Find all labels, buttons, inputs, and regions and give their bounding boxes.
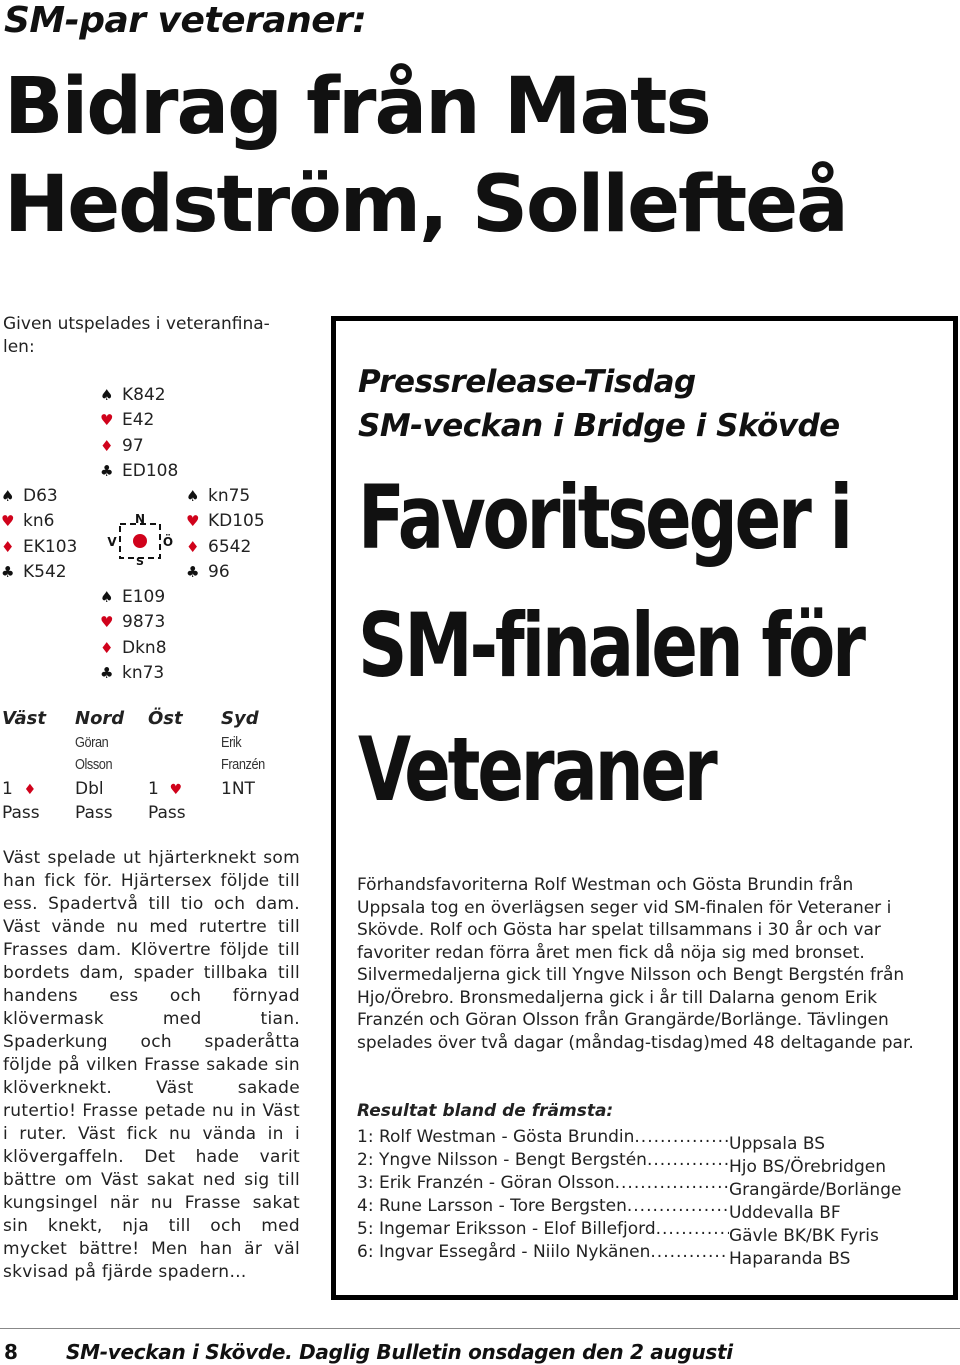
club-icon: ♣	[100, 663, 114, 682]
south-spades: E109	[122, 587, 166, 607]
south-player-first: Erik	[221, 734, 242, 751]
result-names: 2: Yngve Nilsson - Bengt Bergstén .....	[357, 1149, 729, 1172]
diamond-icon: ♦	[1, 537, 15, 556]
footer-divider	[0, 1328, 960, 1329]
page-number: 8	[4, 1340, 18, 1364]
result-club: Uppsala BS	[729, 1133, 825, 1154]
result-row	[357, 1241, 850, 1271]
diamond-icon: ♦	[186, 537, 200, 556]
intro-text	[3, 313, 270, 359]
club-icon: ♣	[100, 461, 114, 480]
north-hearts: E42	[122, 410, 155, 431]
compass-south: S	[136, 555, 144, 566]
south-hearts: 9873	[122, 612, 166, 633]
club-icon: ♣	[1, 562, 15, 581]
press-body: Förhandsfavoriterna Rolf Westman och Gösta Brundin från Uppsala tog en överlägsen seger vid SM-finalen för Veteraner i Skövde. Rolf och Gösta har spelat tillsammans i 30 år och var favoriter redan förra året men fick då nöja sig med bronset. Silvermedaljerna gick till Yngve Nilsson och Bengt Bergstén från Hjo/Örebro. Bronsmedaljerna gick i år till Dalarna genom Erik Franzén och Göran Olsson från Grangärde/Borlänge. Tävlingen spelades över två dagar (måndag-tisdag)med 48 deltagande par.	[357, 875, 914, 1053]
west-hand	[1, 484, 77, 585]
west-spades: D63	[23, 486, 58, 506]
bid-south-1: 1NT	[221, 779, 255, 799]
bidding-header-west: Väst	[2, 708, 46, 729]
press-release-title	[358, 360, 840, 448]
west-diamonds: EK103	[23, 536, 78, 557]
bid-north-1: Dbl	[75, 779, 104, 799]
east-hearts: KD105	[208, 511, 265, 532]
heart-icon: ♥	[1, 512, 15, 531]
bid-east-1: 1 ♥	[148, 779, 183, 799]
west-hearts: kn6	[23, 511, 55, 532]
south-diamonds: Dkn8	[122, 637, 167, 658]
article-headline-line1: Bidrag från Mats	[4, 62, 710, 152]
diamond-icon: ♦	[100, 436, 114, 455]
north-spades: K842	[122, 385, 166, 405]
east-diamonds: 6542	[208, 536, 252, 557]
intro-line1: Given utspelades i veteranfina-	[3, 314, 270, 334]
result-club: Haparanda BS	[729, 1248, 851, 1269]
south-clubs: kn73	[122, 662, 165, 683]
bid-east-2: Pass	[148, 803, 186, 823]
results-heading: Resultat bland de främsta:	[357, 1101, 614, 1121]
north-diamonds: 97	[122, 435, 144, 456]
heart-icon: ♥	[100, 411, 114, 430]
north-hand	[100, 383, 178, 484]
press-headline-line1: Favoritseger i	[358, 466, 850, 569]
footer-text: SM-veckan i Skövde. Daglig Bulletin onsdagen den 2 augusti	[66, 1340, 733, 1364]
spade-icon: ♠	[100, 386, 114, 404]
north-player-last: Olsson	[75, 756, 113, 773]
intro-line2: len:	[3, 337, 35, 357]
press-title-line2: SM-veckan i Bridge i Skövde	[358, 408, 840, 444]
spade-icon: ♠	[1, 487, 15, 505]
kicker-heading: SM-par veteraner:	[4, 0, 367, 41]
result-club: Hjo BS/Örebridgen	[729, 1156, 886, 1177]
result-club: Gävle BK/BK Fyris	[729, 1225, 879, 1246]
article-headline-line2: Hedström, Sollefteå	[4, 160, 847, 250]
heart-icon: ♥	[186, 512, 200, 531]
result-names: 5: Ingemar Eriksson - Elof Billefjord .....	[357, 1218, 729, 1241]
spade-icon: ♠	[186, 487, 200, 505]
bidding-header-east: Öst	[148, 708, 183, 729]
heart-icon: ♥	[100, 613, 114, 632]
press-headline-line3: Veteraner	[358, 718, 715, 821]
bidding-header-north: Nord	[75, 708, 125, 729]
result-names: 6: Ingvar Essegård - Niilo Nykänen .....	[357, 1241, 729, 1264]
compass-east: Ö	[162, 535, 174, 549]
heart-icon: ♥	[169, 782, 183, 798]
diamond-icon: ♦	[23, 782, 37, 798]
bidding-header-south: Syd	[221, 708, 259, 729]
press-title-line1: Pressrelease-Tisdag	[358, 364, 696, 400]
bid-north-2: Pass	[75, 803, 113, 823]
result-names: 1: Rolf Westman - Gösta Brundin .....	[357, 1126, 729, 1149]
east-spades: kn75	[208, 486, 251, 506]
club-icon: ♣	[186, 562, 200, 581]
compass-west: V	[107, 535, 117, 549]
bid-west-2: Pass	[2, 803, 40, 823]
bid-west-1: 1 ♦	[2, 779, 37, 799]
north-player-first: Göran	[75, 734, 109, 751]
result-club: Uddevalla BF	[729, 1202, 841, 1223]
spade-icon: ♠	[100, 588, 114, 606]
east-clubs: 96	[208, 561, 230, 582]
press-headline-line2: SM-finalen för	[358, 594, 863, 697]
compass-table-icon	[106, 514, 174, 566]
south-player-last: Franzén	[221, 756, 265, 773]
west-clubs: K542	[23, 561, 67, 582]
diamond-icon: ♦	[100, 638, 114, 657]
east-hand	[186, 484, 265, 585]
south-hand	[100, 585, 167, 686]
result-names: 3: Erik Franzén - Göran Olsson .....	[357, 1172, 729, 1195]
compass-north: N	[134, 514, 146, 526]
deal-narrative: Väst spelade ut hjärterknekt som han fick för. Hjärtersex följde till ess. Spadertvå till tio och dam. Väst vände nu med rutertre till Frasses dam. Klövertre följde till bordets dam, spader tillbaka till handens ess och förnyad klövermask med tian. Spaderkung och spaderåtta följde på vilken Frasse sakade sin klöverknekt. Väst sakade rutertio! Frasse petade nu in Väst i ruter. Väst fick nu vända in i klövergaffeln. Det hade varit bättre om Väst sakat ned sig till kungsingel när nu Frasse sakat sin knekt, nja till och med mycket bättre! Men han är väl skvisad på fjärde spadern…	[3, 848, 300, 1282]
result-club: Grangärde/Borlänge	[729, 1179, 902, 1200]
result-names: 4: Rune Larsson - Tore Bergsten .....	[357, 1195, 729, 1218]
north-clubs: ED108	[122, 460, 179, 481]
